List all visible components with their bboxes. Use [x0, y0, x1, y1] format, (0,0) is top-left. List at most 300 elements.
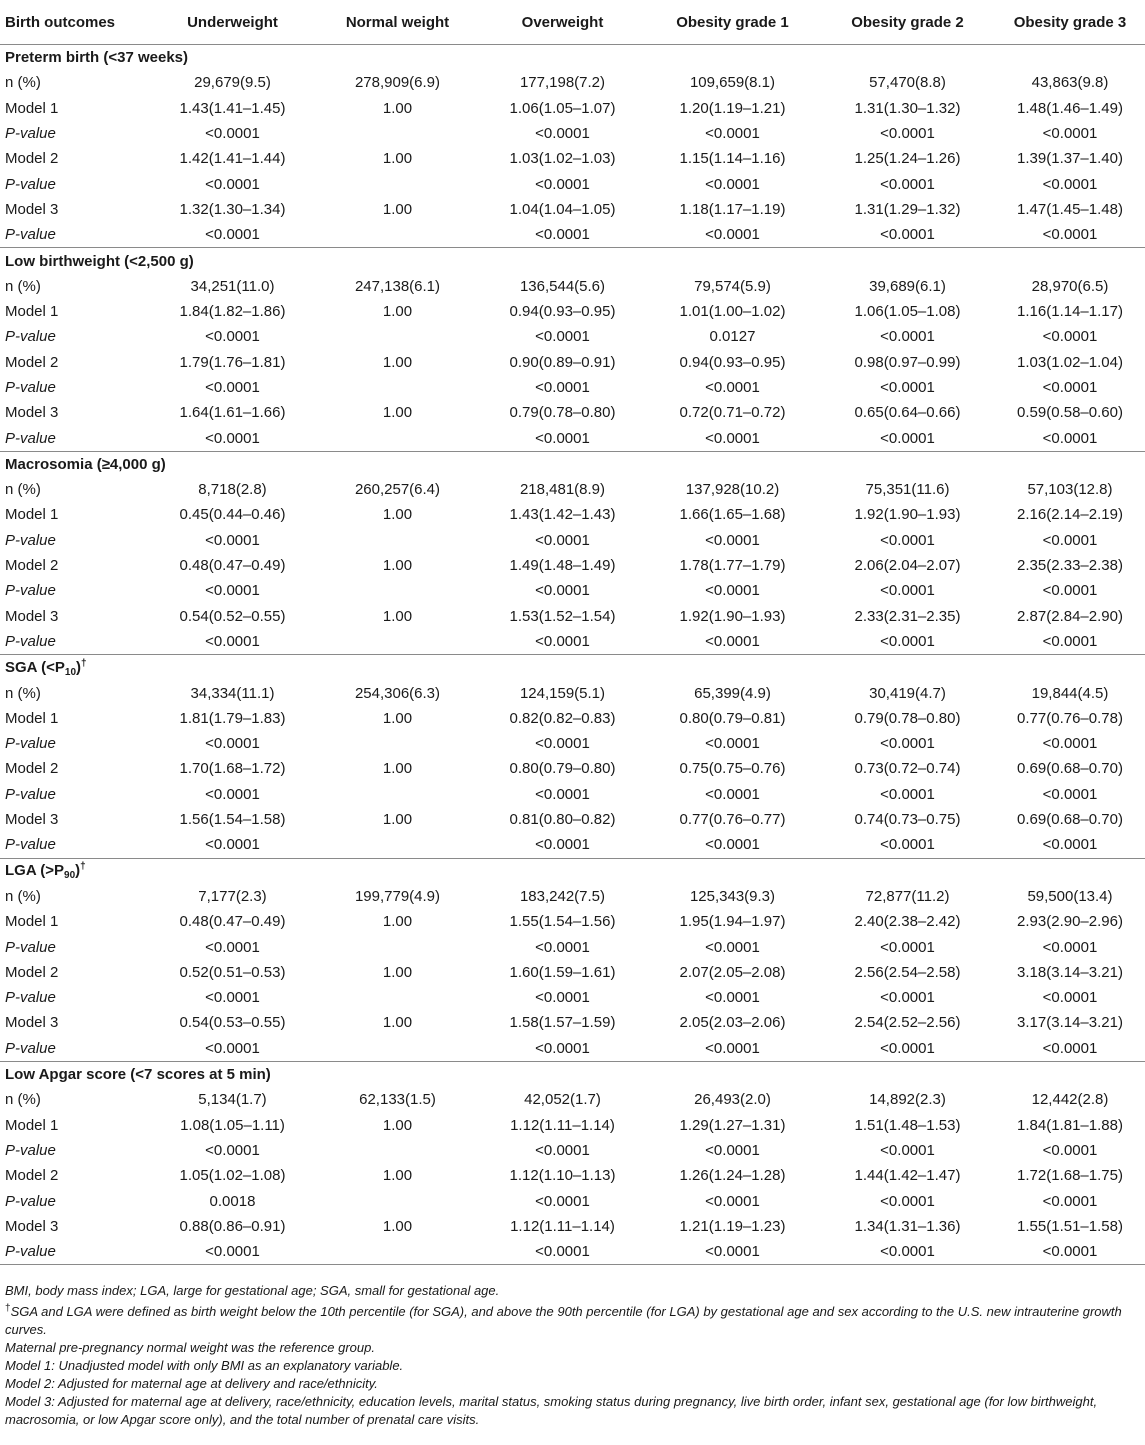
- section-header-row: [0, 451, 1145, 477]
- header-cell: Obesity grade 1: [645, 0, 820, 45]
- table-row: [0, 756, 1145, 781]
- table-cell: 1.44(1.42–1.47): [854, 1167, 961, 1185]
- section-title-text: SGA (<P: [5, 658, 65, 676]
- table-cell: 62,133(1.5): [359, 1091, 436, 1109]
- table-cell: 2.05(2.03–2.06): [679, 1014, 786, 1032]
- table-cell: 0.81(0.80–0.82): [509, 811, 616, 829]
- table-row: [0, 884, 1145, 909]
- section-title-text: LGA (>P: [5, 862, 65, 880]
- table-cell: <0.0001: [205, 1141, 260, 1159]
- table-cell: <0.0001: [205, 989, 260, 1007]
- table-cell: <0.0001: [1042, 429, 1098, 447]
- table-cell: 12,442(2.8): [1031, 1091, 1109, 1109]
- table-cell: 0.69(0.68–0.70): [1017, 760, 1123, 778]
- footnote-dagger: [5, 1300, 1140, 1339]
- row-label: n (%): [5, 684, 41, 702]
- table-cell: <0.0001: [150, 1239, 315, 1265]
- row-label: Model 3: [5, 811, 59, 829]
- table-cell: 0.59(0.58–0.60): [1017, 404, 1123, 422]
- table-cell: 1.92(1.90–1.93): [679, 607, 786, 625]
- row-label: Model 1: [5, 709, 59, 727]
- table-cell: <0.0001: [705, 1192, 760, 1210]
- table-row: [0, 400, 1145, 425]
- table-cell: 1.04(1.04–1.05): [509, 200, 616, 218]
- table-row: [0, 731, 1145, 756]
- table-cell: 1.79(1.76–1.81): [179, 353, 286, 371]
- table-cell: 1.81(1.79–1.83): [179, 709, 286, 727]
- table-cell: 1.00: [382, 760, 413, 778]
- table-cell: 1.43(1.41–1.45): [179, 99, 286, 117]
- table-cell: 34,251(11.0): [190, 277, 275, 295]
- section-header-row: [0, 1061, 1145, 1087]
- table-row: [0, 807, 1145, 832]
- table-cell: <0.0001: [1042, 531, 1098, 549]
- table-cell: 0.48(0.47–0.49): [179, 913, 286, 931]
- table-cell: <0.0001: [880, 1192, 935, 1210]
- table-cell: [315, 121, 480, 146]
- table-row: [0, 477, 1145, 502]
- table-body: [0, 45, 1145, 1265]
- table-cell: <0.0001: [205, 328, 260, 346]
- row-label: Model 3: [5, 1014, 59, 1032]
- table-cell: 1.32(1.30–1.34): [179, 200, 286, 218]
- table-row: [0, 1010, 1145, 1035]
- table-cell: 8,718(2.8): [198, 481, 267, 499]
- table-cell: <0.0001: [1042, 226, 1098, 244]
- table-cell: 1.39(1.37–1.40): [1017, 150, 1123, 168]
- table-cell: 1.00: [382, 1116, 413, 1134]
- table-row: [0, 1112, 1145, 1137]
- row-label: n (%): [5, 481, 41, 499]
- table-cell: 2.87(2.84–2.90): [1017, 607, 1123, 625]
- table-cell: 1.12(1.10–1.13): [509, 1167, 616, 1185]
- table-cell: <0.0001: [705, 735, 760, 753]
- table-cell: 14,892(2.3): [869, 1091, 946, 1109]
- section-title: [0, 248, 1145, 274]
- table-cell: [315, 629, 480, 655]
- table-cell: [315, 375, 480, 400]
- table-cell: 0.75(0.75–0.76): [679, 760, 786, 778]
- footnote-dagger-text: SGA and LGA were defined as birth weight below the 10th percentile (for SGA), and above the 90th percentile (for LGA) by gestational age and sex according to the U.S. new intrauterine growth curves.: [5, 1304, 1122, 1337]
- table-row: [0, 782, 1145, 807]
- table-cell: <0.0001: [535, 125, 590, 143]
- table-cell: 0.94(0.93–0.95): [509, 303, 616, 321]
- table-row: [0, 578, 1145, 603]
- table-cell: <0.0001: [995, 1239, 1145, 1265]
- table-row: [0, 146, 1145, 171]
- table-cell: <0.0001: [880, 1039, 935, 1057]
- table-cell: 1.00: [382, 1014, 413, 1032]
- table-cell: 0.88(0.86–0.91): [179, 1217, 286, 1235]
- table-cell: 1.84(1.81–1.88): [1017, 1116, 1123, 1134]
- table-row: [0, 425, 1145, 451]
- table-row: [0, 274, 1145, 299]
- section-title: [0, 1061, 1145, 1087]
- table-cell: 1.00: [382, 404, 413, 422]
- table-cell: <0.0001: [1042, 632, 1098, 650]
- table-cell: 1.49(1.48–1.49): [509, 557, 616, 575]
- table-cell: <0.0001: [1042, 328, 1098, 346]
- section-title-text: Low Apgar score (<7 scores at 5 min): [5, 1066, 271, 1084]
- table-cell: <0.0001: [820, 1239, 995, 1265]
- table-cell: <0.0001: [705, 125, 760, 143]
- table-cell: 65,399(4.9): [694, 684, 771, 702]
- table-cell: <0.0001: [205, 735, 260, 753]
- table-cell: 2.33(2.31–2.35): [854, 607, 961, 625]
- table-cell: <0.0001: [535, 735, 590, 753]
- table-cell: 1.70(1.68–1.72): [179, 760, 286, 778]
- table-cell: 2.07(2.05–2.08): [679, 963, 786, 981]
- table-cell: 28,970(6.5): [1031, 277, 1109, 295]
- row-label: n (%): [5, 1091, 41, 1109]
- section-title-subscript: 90: [64, 870, 76, 882]
- table-cell: 1.56(1.54–1.58): [179, 811, 286, 829]
- table-cell: 0.90(0.89–0.91): [509, 353, 616, 371]
- table-cell: 1.84(1.82–1.86): [179, 303, 286, 321]
- table-cell: 0.98(0.97–0.99): [854, 353, 961, 371]
- table-cell: 1.42(1.41–1.44): [179, 150, 286, 168]
- table-cell: 0.54(0.52–0.55): [179, 607, 286, 625]
- table-cell: <0.0001: [880, 226, 935, 244]
- table-cell: 0.82(0.82–0.83): [509, 709, 616, 727]
- row-label: Model 3: [5, 607, 59, 625]
- table-cell: 2.35(2.33–2.38): [1017, 557, 1123, 575]
- table-cell: 247,138(6.1): [354, 277, 441, 295]
- table-row: [0, 553, 1145, 578]
- section-title-end: ): [76, 658, 82, 676]
- table-row: [0, 121, 1145, 146]
- table-cell: 125,343(9.3): [689, 887, 776, 905]
- row-label: Model 2: [5, 1167, 59, 1185]
- table-cell: [315, 222, 480, 248]
- header-cell: Overweight: [480, 0, 645, 45]
- footnote-model3: Model 3: Adjusted for maternal age at delivery, race/ethnicity, education levels, marital status, smoking status during pregnancy, live birth order, infant sex, gestational age (for low birthweight, macrosomia, or low Apgar score only), and the total number of prenatal care visits.: [5, 1394, 1098, 1427]
- table-cell: 75,351(11.6): [865, 481, 950, 499]
- table-cell: <0.0001: [1042, 1141, 1098, 1159]
- table-row: [0, 604, 1145, 629]
- dagger-mark: †: [81, 657, 87, 669]
- table-cell: 0.54(0.53–0.55): [179, 1014, 286, 1032]
- table-cell: <0.0001: [535, 226, 590, 244]
- section-header-row: [0, 45, 1145, 71]
- row-label: Model 2: [5, 353, 59, 371]
- table-cell: <0.0001: [535, 379, 590, 396]
- table-cell: [315, 1138, 480, 1163]
- table-cell: <0.0001: [705, 531, 760, 549]
- header-row: [0, 0, 1145, 45]
- table-cell: 43,863(9.8): [1031, 74, 1109, 92]
- table-cell: <0.0001: [205, 582, 260, 600]
- table-cell: 0.48(0.47–0.49): [179, 557, 286, 575]
- table-cell: <0.0001: [880, 175, 935, 193]
- table-cell: <0.0001: [705, 836, 760, 854]
- table-cell: <0.0001: [535, 785, 590, 803]
- dagger-mark: †: [80, 861, 86, 873]
- table-cell: 3.18(3.14–3.21): [1017, 963, 1123, 981]
- table-cell: 42,052(1.7): [524, 1091, 601, 1109]
- table-row: [0, 222, 1145, 248]
- table-cell: 1.08(1.05–1.11): [180, 1116, 285, 1134]
- table-cell: 1.00: [382, 303, 413, 321]
- table-row: [0, 96, 1145, 121]
- table-cell: 0.79(0.78–0.80): [509, 404, 616, 422]
- table-cell: 1.00: [382, 1167, 413, 1185]
- row-label: Model 3: [5, 404, 59, 422]
- table-cell: <0.0001: [535, 836, 590, 854]
- table-cell: [315, 425, 480, 451]
- table-cell: 1.00: [382, 557, 413, 575]
- table-cell: [315, 171, 480, 196]
- footnote-model2: Model 2: Adjusted for maternal age at delivery and race/ethnicity.: [5, 1376, 378, 1391]
- table-cell: <0.0001: [880, 785, 935, 803]
- table-cell: <0.0001: [880, 836, 935, 854]
- table-row: [0, 706, 1145, 731]
- header-cell: Birth outcomes: [0, 0, 150, 45]
- table-cell: <0.0001: [705, 429, 760, 447]
- table-cell: 1.26(1.24–1.28): [679, 1167, 786, 1185]
- table-cell: [315, 1239, 480, 1265]
- row-label: P-value: [0, 1239, 150, 1265]
- table-cell: <0.0001: [705, 175, 760, 193]
- table-cell: <0.0001: [880, 531, 935, 549]
- table-cell: 0.65(0.64–0.66): [854, 404, 961, 422]
- table-cell: <0.0001: [1042, 1039, 1098, 1057]
- table-cell: 26,493(2.0): [694, 1091, 771, 1109]
- table-cell: 39,689(6.1): [869, 277, 946, 295]
- table-cell: <0.0001: [205, 938, 260, 956]
- table-cell: 1.34(1.31–1.36): [854, 1217, 961, 1235]
- table-row: [0, 299, 1145, 324]
- table-cell: 3.17(3.14–3.21): [1017, 1014, 1123, 1032]
- table-cell: 1.00: [382, 811, 413, 829]
- table-cell: 1.78(1.77–1.79): [679, 557, 786, 575]
- table-cell: 1.47(1.45–1.48): [1017, 200, 1123, 218]
- table-row: [0, 1036, 1145, 1062]
- table-cell: <0.0001: [205, 632, 260, 650]
- table-cell: <0.0001: [705, 785, 760, 803]
- table-cell: [315, 731, 480, 756]
- table-cell: 5,134(1.7): [198, 1091, 267, 1109]
- table-cell: <0.0001: [705, 1141, 760, 1159]
- row-label: P-value: [5, 429, 56, 447]
- row-label: P-value: [5, 226, 56, 244]
- table-cell: 124,159(5.1): [519, 684, 606, 702]
- table-cell: 57,103(12.8): [1027, 481, 1113, 499]
- table-cell: <0.0001: [880, 1141, 935, 1159]
- table-cell: 1.58(1.57–1.59): [509, 1014, 616, 1032]
- table-cell: <0.0001: [1042, 785, 1098, 803]
- table-cell: 1.06(1.05–1.07): [509, 99, 616, 117]
- table-cell: 0.0018: [209, 1192, 256, 1210]
- table-cell: 1.00: [382, 963, 413, 981]
- table-cell: 1.01(1.00–1.02): [679, 303, 786, 321]
- table-cell: <0.0001: [705, 226, 760, 244]
- table-cell: <0.0001: [880, 379, 935, 396]
- table-cell: <0.0001: [1042, 379, 1098, 396]
- table-cell: 1.95(1.94–1.97): [679, 913, 786, 931]
- table-cell: 2.56(2.54–2.58): [854, 963, 961, 981]
- table-cell: <0.0001: [705, 582, 760, 600]
- header-cell: Underweight: [150, 0, 315, 45]
- table-cell: [315, 1036, 480, 1062]
- table-cell: <0.0001: [1042, 735, 1098, 753]
- table-cell: 2.54(2.52–2.56): [854, 1014, 961, 1032]
- section-title: [0, 655, 1145, 681]
- table-cell: <0.0001: [880, 125, 935, 143]
- table-cell: [315, 832, 480, 858]
- table-cell: 1.03(1.02–1.04): [1017, 353, 1123, 371]
- table-cell: 79,574(5.9): [694, 277, 771, 295]
- section-title: [0, 858, 1145, 884]
- table-cell: 2.16(2.14–2.19): [1017, 506, 1123, 524]
- table-cell: [315, 985, 480, 1010]
- table-cell: 29,679(9.5): [194, 74, 271, 92]
- table-cell: 1.43(1.42–1.43): [509, 506, 616, 524]
- table-cell: 2.93(2.90–2.96): [1017, 913, 1123, 931]
- section-title-text: Macrosomia (≥4,000 g): [5, 455, 166, 473]
- table-row: [0, 960, 1145, 985]
- table-cell: <0.0001: [205, 226, 260, 244]
- table-cell: 1.12(1.11–1.14): [510, 1217, 615, 1235]
- table-cell: 1.29(1.27–1.31): [679, 1116, 786, 1134]
- table-cell: 1.20(1.19–1.21): [679, 99, 786, 117]
- table-cell: [315, 528, 480, 553]
- table-cell: <0.0001: [1042, 175, 1098, 193]
- table-cell: 30,419(4.7): [869, 684, 946, 702]
- table-cell: <0.0001: [205, 175, 260, 193]
- table-cell: 0.74(0.73–0.75): [854, 811, 961, 829]
- table-cell: 1.03(1.02–1.03): [509, 150, 616, 168]
- table-cell: 1.00: [382, 353, 413, 371]
- table-cell: 1.25(1.24–1.26): [854, 150, 961, 168]
- row-label: P-value: [5, 531, 56, 549]
- row-label: Model 2: [5, 557, 59, 575]
- table-cell: 1.00: [382, 506, 413, 524]
- row-label: n (%): [5, 277, 41, 295]
- row-label: P-value: [5, 328, 56, 346]
- table-cell: 1.31(1.29–1.32): [854, 200, 961, 218]
- table-cell: [315, 934, 480, 959]
- row-label: n (%): [5, 74, 41, 92]
- row-label: Model 1: [5, 506, 59, 524]
- table-cell: 0.80(0.79–0.81): [679, 709, 786, 727]
- table-cell: 72,877(11.2): [865, 887, 950, 905]
- table-cell: <0.0001: [705, 938, 760, 956]
- table-cell: 1.00: [382, 1217, 413, 1235]
- header-cell: Obesity grade 2: [820, 0, 995, 45]
- table-cell: 0.94(0.93–0.95): [679, 353, 786, 371]
- table-cell: 59,500(13.4): [1027, 887, 1113, 905]
- table-cell: <0.0001: [535, 1039, 590, 1057]
- table-cell: 0.72(0.71–0.72): [679, 404, 786, 422]
- table-row: [0, 934, 1145, 959]
- row-label: Model 1: [5, 1116, 59, 1134]
- table-cell: [315, 578, 480, 603]
- section-title: [0, 45, 1145, 71]
- row-label: P-value: [5, 735, 56, 753]
- footnote-reference: Maternal pre-pregnancy normal weight was the reference group.: [5, 1340, 375, 1355]
- table-cell: 177,198(7.2): [519, 74, 606, 92]
- row-label: n (%): [5, 887, 41, 905]
- table-cell: <0.0001: [205, 785, 260, 803]
- row-label: P-value: [5, 175, 56, 193]
- table-cell: 0.80(0.79–0.80): [509, 760, 616, 778]
- row-label: P-value: [5, 1141, 56, 1159]
- table-cell: <0.0001: [880, 735, 935, 753]
- row-label: P-value: [5, 836, 56, 854]
- table-cell: 1.51(1.48–1.53): [854, 1116, 961, 1134]
- section-title: [0, 451, 1145, 477]
- table-cell: <0.0001: [705, 632, 760, 650]
- table-cell: <0.0001: [880, 632, 935, 650]
- table-cell: <0.0001: [705, 379, 760, 396]
- table-cell: 0.77(0.76–0.78): [1017, 709, 1123, 727]
- table-cell: 218,481(8.9): [519, 481, 606, 499]
- table-row: [0, 1239, 1145, 1265]
- table-cell: 0.69(0.68–0.70): [1017, 811, 1123, 829]
- table-row: [0, 909, 1145, 934]
- table-cell: 1.06(1.05–1.08): [854, 303, 961, 321]
- table-row: [0, 1138, 1145, 1163]
- table-cell: 1.16(1.14–1.17): [1017, 303, 1123, 321]
- table-cell: <0.0001: [1042, 1192, 1098, 1210]
- table-row: [0, 324, 1145, 349]
- table-cell: <0.0001: [205, 1039, 260, 1057]
- section-title-subscript: 10: [64, 666, 77, 678]
- table-cell: 1.12(1.11–1.14): [510, 1116, 615, 1134]
- table-cell: <0.0001: [205, 379, 260, 396]
- table-cell: 1.92(1.90–1.93): [854, 506, 961, 524]
- row-label: Model 2: [5, 150, 59, 168]
- row-label: P-value: [5, 989, 56, 1007]
- table-cell: 2.40(2.38–2.42): [854, 913, 961, 931]
- table-cell: 278,909(6.9): [354, 74, 441, 92]
- table-cell: 136,544(5.6): [519, 277, 606, 295]
- table-cell: <0.0001: [535, 429, 590, 447]
- section-title-end: ): [75, 862, 81, 880]
- table-cell: 1.60(1.59–1.61): [509, 963, 616, 981]
- table-cell: 1.72(1.68–1.75): [1017, 1167, 1123, 1185]
- table-cell: 19,844(4.5): [1031, 684, 1109, 702]
- table-cell: 1.15(1.14–1.16): [679, 150, 786, 168]
- table-cell: 109,659(8.1): [689, 74, 776, 92]
- table-cell: 137,928(10.2): [685, 481, 780, 499]
- section-header-row: [0, 655, 1145, 681]
- table-cell: [315, 782, 480, 807]
- section-header-row: [0, 248, 1145, 274]
- table-cell: 1.00: [382, 913, 413, 931]
- table-cell: 0.79(0.78–0.80): [854, 709, 961, 727]
- table-row: [0, 1087, 1145, 1112]
- table-cell: <0.0001: [880, 328, 935, 346]
- table-cell: <0.0001: [880, 938, 935, 956]
- table-cell: 1.55(1.54–1.56): [509, 913, 616, 931]
- table-cell: <0.0001: [1042, 125, 1098, 143]
- table-cell: <0.0001: [205, 429, 260, 447]
- footnote-abbreviations: BMI, body mass index; LGA, large for gestational age; SGA, small for gestational age.: [5, 1283, 500, 1298]
- table-row: [0, 197, 1145, 222]
- table-row: [0, 528, 1145, 553]
- table-cell: 0.52(0.51–0.53): [179, 963, 286, 981]
- table-cell: 0.77(0.76–0.77): [679, 811, 786, 829]
- table-row: [0, 1214, 1145, 1239]
- table-cell: 1.48(1.46–1.49): [1017, 99, 1123, 117]
- dagger-mark: †: [5, 1303, 11, 1314]
- table-cell: <0.0001: [645, 1239, 820, 1265]
- footnote-model1: Model 1: Unadjusted model with only BMI as an explanatory variable.: [5, 1358, 404, 1373]
- table-cell: <0.0001: [880, 989, 935, 1007]
- table-cell: [315, 324, 480, 349]
